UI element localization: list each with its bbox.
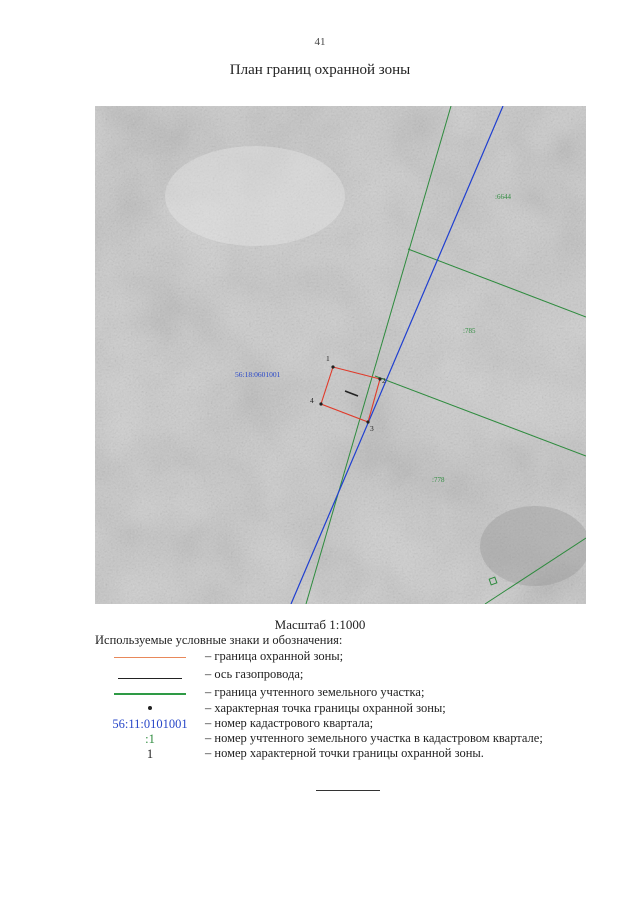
legend-symbol-point-text: 1 [146, 747, 154, 761]
legend-desc: – номер учтенного земельного участка в кадастровом квартале; [205, 731, 543, 745]
scale-label: Масштаб 1:1000 [274, 617, 366, 632]
legend-symbol-parcel-text: :1 [145, 732, 155, 746]
point-label-3: 3 [370, 424, 374, 433]
boundary-point [331, 365, 334, 368]
legend-symbol-black-line [95, 667, 205, 684]
green-line-icon [114, 693, 186, 695]
point-label-1: 1 [326, 354, 330, 363]
map-dark-patch [480, 506, 586, 586]
parcel-label-778: :778 [432, 476, 445, 484]
legend-symbol-green-line [95, 685, 205, 702]
legend-item-pipeline-axis [95, 667, 615, 684]
legend-symbol-orange-line [95, 649, 205, 666]
page-number: 41 [314, 36, 326, 48]
map-light-patch [165, 146, 345, 246]
legend-desc: – ось газопровода; [205, 667, 304, 681]
orange-line-icon [114, 657, 186, 658]
legend-desc: – характерная точка границы охранной зоны; [205, 701, 446, 715]
legend-item-zone-boundary [95, 649, 615, 666]
legend-desc: – граница охранной зоны; [205, 649, 344, 663]
parcel-label-6644: :6644 [495, 193, 511, 201]
map-frame [95, 106, 586, 604]
map-svg [95, 106, 586, 604]
parcel-label-785: :785 [463, 327, 476, 335]
legend-symbol-quarter-text: 56:11:0101001 [112, 717, 188, 731]
footer-rule [316, 790, 380, 791]
legend-title: Используемые условные знаки и обозначения: [95, 633, 343, 647]
plan-title: План границ охранной зоны [229, 62, 411, 78]
legend-desc: – номер характерной точки границы охранной зоны. [205, 746, 484, 760]
quarter-label: 56:18:0601001 [235, 370, 281, 379]
legend-item-parcel-boundary [95, 685, 615, 702]
point-label-4: 4 [310, 396, 314, 405]
point-label-2: 2 [382, 376, 386, 385]
boundary-point [319, 402, 322, 405]
black-line-icon [118, 678, 182, 679]
legend-item-point-number [95, 746, 615, 763]
legend-desc: – номер кадастрового квартала; [205, 716, 374, 730]
dot-icon [148, 706, 152, 710]
legend-desc: – граница учтенного земельного участка; [205, 685, 425, 699]
